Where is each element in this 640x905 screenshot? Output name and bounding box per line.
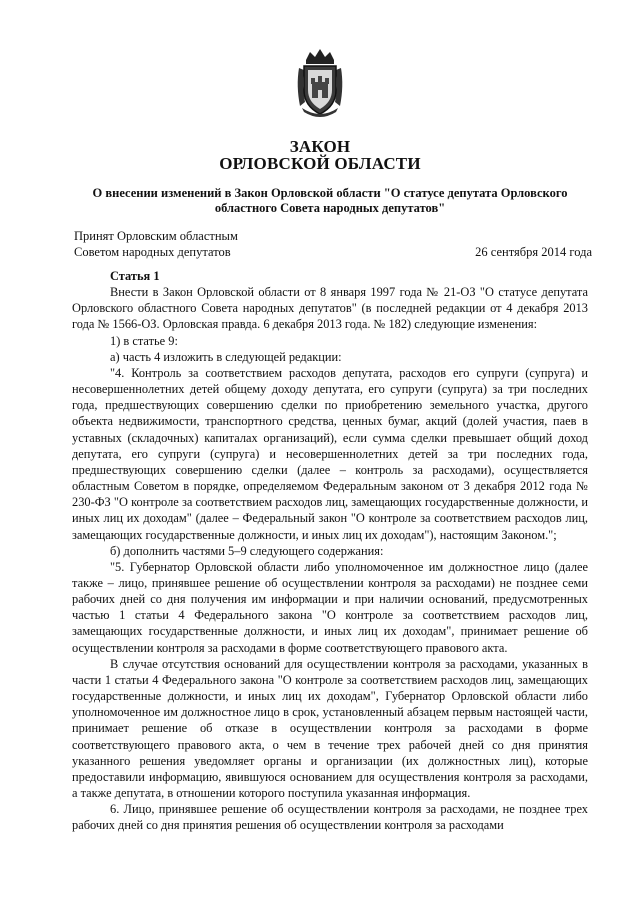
body-paragraph: б) дополнить частями 5–9 следующего содержания:	[110, 543, 384, 558]
document-subtitle: О внесении изменений в Закон Орловской области "О статусе депутата Орловского областного Совета народных депутатов"	[92, 186, 568, 215]
adoption-line-2: Советом народных депутатов	[74, 245, 231, 259]
body-paragraph: В случае отсутствия оснований для осуществлении контроля за расходами, указанных в части 1 статьи 4 Федерального закона "О контроле за соответствием расходов лиц, замещающих государственные должности, и иных лиц их доходам", Губернатор Орловской области либо уполномоченное им должностное лицо в срок, установленный абзацем первым настоящей части, принимает решение об отказе в осуществлении контроля за расходами в форме соответствующего правового акта, о чем в течение трех рабочей дней со дня принятия указанного решения уведомляет органы и организации (их должностных лиц), которые предоставили информацию, явившуюся основанием для осуществления контроля за расходами, а также депутата, в отношении которого поступила указанная информация.	[72, 656, 588, 800]
document-title: ЗАКОН	[289, 137, 351, 156]
body-paragraph: 6. Лицо, принявшее решение об осуществлении контроля за расходами, не позднее трех рабочих дней со дня принятия решения об осуществлении контроля за расходами	[72, 802, 588, 833]
body-paragraph: "4. Контроль за соответствием расходов депутата, расходов его супруги (супруга) и несовершеннолетних детей общему доходу депутата, его супруги (супруга) за три последних года, предшествующих совершению сделки по приобретению земельного участка, другого объекта недвижимости, транспортного средства, ценных бумаг, акций (долей участия, паев в уставных (складочных) капиталах организаций), если сумма сделки превышает общий доход депутата, его супруги (супруга) и несовершеннолетних детей за три последних года, предшествующих совершению сделки (далее – контроль за расходами), осуществляется областным Советом в порядке, определяемом Федеральным законом от 3 декабря 2012 года № 230-ФЗ "О контроле за соответствием расходов лиц, замещающих государственные должности, и иных лиц их доходам" (далее – Федеральный закон "О контроле за соответствием расходов лиц, замещающих государственные должности, и иных лиц их доходам"), настоящим Законом.";	[72, 365, 588, 542]
article-heading: Статья 1	[110, 269, 160, 283]
body-paragraph: 1) в статье 9:	[110, 333, 178, 348]
document-body	[72, 268, 588, 833]
coat-of-arms-emblem	[296, 46, 344, 118]
document-region: ОРЛОВСКОЙ ОБЛАСТИ	[219, 154, 421, 173]
adoption-line-1: Принят Орловским областным	[74, 229, 238, 243]
adoption-note	[74, 228, 238, 260]
body-paragraph: "5. Губернатор Орловской области либо уполномоченное им должностное лицо (далее также – лицо, принявшее решение об осуществлении контроля за расходами) не позднее семи рабочих дней со дня получения им информации и при наличии оснований, предусмотренных частью 1 статьи 4 Федерального закона "О контроле за соответствием расходов лиц, замещающих государственные должности, и иных лиц их доходам", принимает решение об осуществлении контроля за расходами в форме соответствующего правового акта.	[72, 559, 588, 655]
adoption-date: 26 сентября 2014 года	[475, 245, 592, 259]
body-paragraph: Внести в Закон Орловской области от 8 января 1997 года № 21-ОЗ "О статусе депутата Орловского областного Совета народных депутатов" (в последней редакции от 4 декабря 2013 года № 1566-ОЗ. Орловская правда. 6 декабря 2013 года. № 182) следующие изменения:	[72, 285, 588, 332]
body-paragraph: а) часть 4 изложить в следующей редакции:	[110, 349, 342, 364]
